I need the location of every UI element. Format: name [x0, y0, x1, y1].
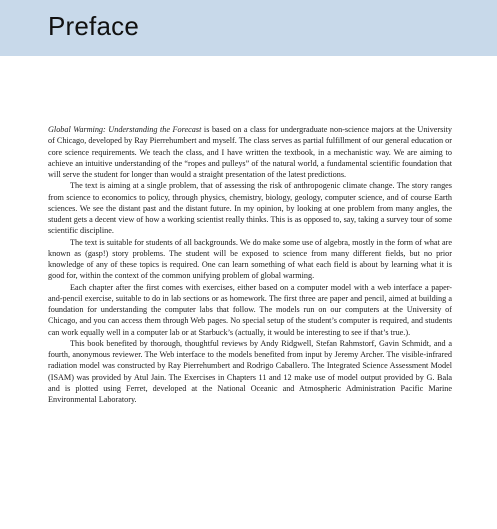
page-title: Preface — [48, 11, 140, 41]
preface-body — [48, 124, 452, 405]
paragraph-5: This book benefited by thorough, thoughtful reviews by Andy Ridgwell, Stefan Rahmstorf, Gavin Schmidt, and a fourth, anonymous reviewer. The Web interface to the models benefited from input by Jeremy Archer. The visible-infrared radiation model was constructed by Ray Pierrehumbert and Rodrigo Caballero. The Integrated Science Assessment Model (ISAM) was provided by Atul Jain. The Exercises in Chapters 11 and 12 make use of model output provided by G. Bala and is plotted using Ferret, developed at the National Oceanic and Atmospheric Administration Pacific Marine Environmental Laboratory. — [48, 338, 452, 404]
book-title: Global Warming: Understanding the Forecast — [48, 125, 202, 134]
paragraph-1 — [48, 124, 452, 180]
paragraph-3: The text is suitable for students of all backgrounds. We do make some use of algebra, mostly in the form of what are known as (gasp!) story problems. The student will be exposed to science from many different fields, but no prior knowledge of any of these topics is required. One can learn something of what each field is about by learning what it is good for, within the context of the common unifying problem of global warming. — [48, 237, 452, 281]
paragraph-2: The text is aiming at a single problem, that of assessing the risk of anthropogenic climate change. The story ranges from science to economics to policy, through physics, chemistry, biology, geology, computer science, and of course Earth sciences. We see the distant past and the distant future. In my opinion, by looking at one problem from many angles, the student gets a decent view of how a working scientist really thinks. This is as opposed to, say, taking a survey tour of some scientific discipline. — [48, 181, 452, 236]
header-band — [0, 0, 497, 56]
paragraph-4: Each chapter after the first comes with exercises, either based on a computer model with a web interface a paper-and-pencil exercise, suitable to do in lab sections or as homework. The first three are paper and pencil, aimed at building a foundation for understanding the computer labs that follow. The models run on our computers at the University of Chicago, and you can access them through Web pages. No special setup of the student’s computer is required, and students can work equally well in a computer lab or at Starbuck’s (actually, it would be interesting to see if that’s true.). — [48, 282, 452, 337]
paragraph-1-text: is based on a class for undergraduate non-science majors at the University of Chicago, developed by Ray Pierrehumbert and myself. The class serves as partial fulfillment of our general education or core science requirements. We teach the class, and I have written the textbook, in a mechanistic way. We are aiming to achieve an intuitive understanding of the “ropes and pulleys” of the natural world, a fundamental scientific foundation that will serve the student for longer than would a straight presentation of the latest predictions. — [48, 125, 452, 179]
